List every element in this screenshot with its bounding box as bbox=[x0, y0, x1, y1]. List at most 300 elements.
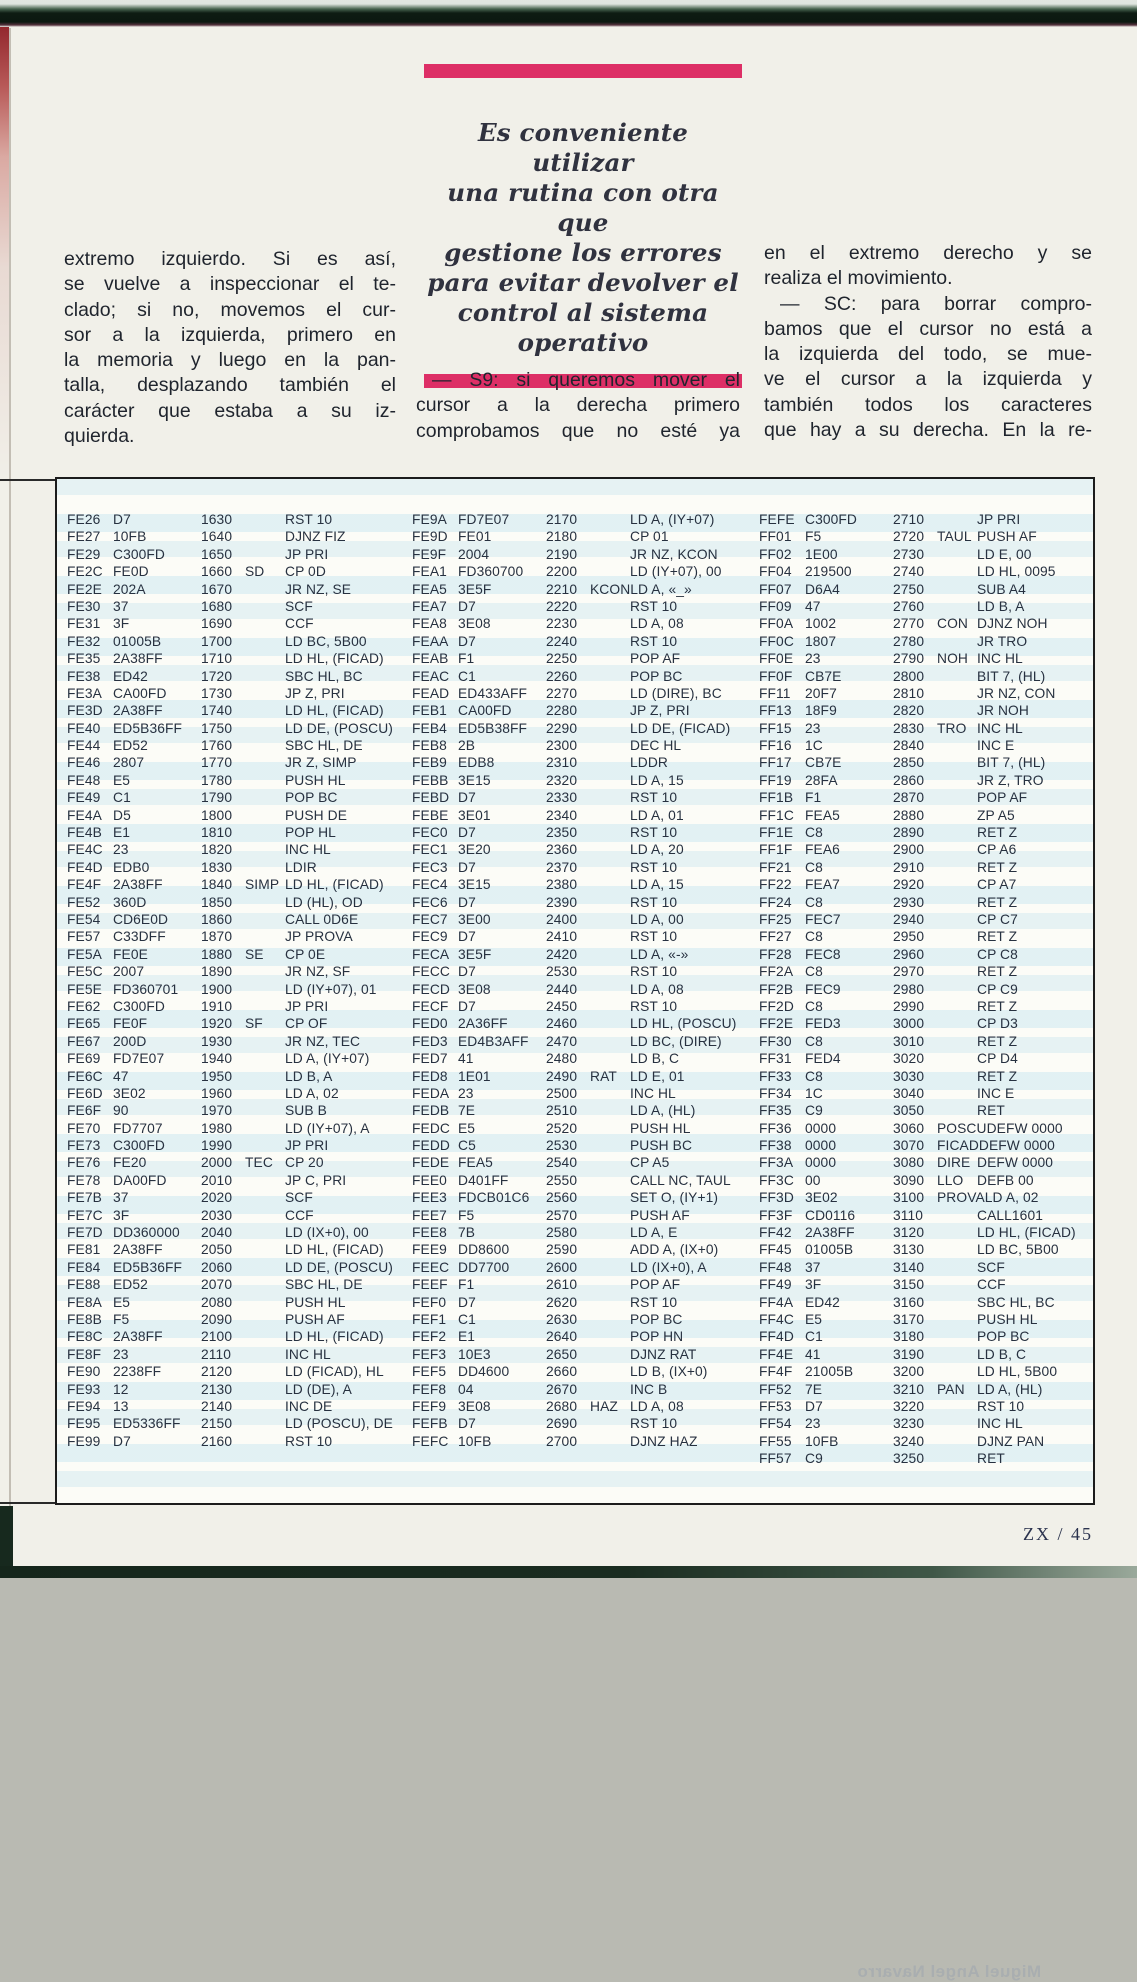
listing-line-number: 2770 bbox=[893, 616, 925, 632]
listing-bytes: ED5B38FF bbox=[458, 720, 528, 736]
listing-row bbox=[67, 616, 409, 633]
listing-line-number: 2060 bbox=[201, 1259, 233, 1275]
listing-address: FECF bbox=[412, 998, 449, 1014]
listing-instruction: JR NOH bbox=[977, 703, 1029, 719]
listing-address: FF16 bbox=[759, 738, 792, 754]
listing-address: FE94 bbox=[67, 1398, 101, 1414]
listing-row bbox=[759, 912, 1091, 929]
listing-bytes: 13 bbox=[113, 1398, 129, 1414]
listing-instruction: LD HL, (POSCU) bbox=[630, 1016, 737, 1032]
listing-line-number: 3100 bbox=[893, 1190, 925, 1206]
body-text-line: que hay a su derecha. En la re- bbox=[764, 419, 1092, 442]
listing-address: FF45 bbox=[759, 1242, 792, 1258]
listing-line-number: 2570 bbox=[546, 1207, 578, 1223]
listing-address: FE4F bbox=[67, 877, 102, 893]
listing-address: FEF0 bbox=[412, 1294, 447, 1310]
listing-bytes: FE0F bbox=[113, 1016, 148, 1032]
listing-bytes: 12 bbox=[113, 1381, 129, 1397]
listing-address: FE7B bbox=[67, 1190, 102, 1206]
listing-instruction: CP D3 bbox=[977, 1016, 1018, 1032]
listing-address: FEA5 bbox=[412, 581, 447, 597]
listing-instruction: SBC HL, DE bbox=[285, 738, 363, 754]
listing-instruction: LD B, A bbox=[285, 1068, 333, 1084]
listing-instruction: SUB B bbox=[285, 1103, 327, 1119]
listing-address: FEE0 bbox=[412, 1172, 447, 1188]
listing-line-number: 2140 bbox=[201, 1398, 233, 1414]
listing-bytes: 10FB bbox=[805, 1433, 839, 1449]
listing-bytes: C8 bbox=[805, 859, 823, 875]
listing-row bbox=[412, 755, 754, 772]
listing-line-number: 1790 bbox=[201, 790, 233, 806]
listing-row bbox=[759, 634, 1091, 651]
listing-row bbox=[67, 773, 409, 790]
listing-line-number: 3110 bbox=[893, 1207, 924, 1223]
listing-instruction: LD B, C bbox=[630, 1051, 680, 1067]
listing-instruction: SCF bbox=[977, 1259, 1005, 1275]
listing-bytes: DD7700 bbox=[458, 1259, 510, 1275]
listing-row bbox=[759, 1155, 1091, 1172]
listing-row bbox=[759, 964, 1091, 981]
listing-bytes: 0000 bbox=[805, 1138, 837, 1154]
listing-line-number: 2420 bbox=[546, 946, 578, 962]
listing-address: FE5E bbox=[67, 981, 102, 997]
listing-bytes: FE01 bbox=[458, 529, 492, 545]
listing-column-3 bbox=[759, 512, 1091, 1468]
listing-bytes: C9 bbox=[805, 1103, 823, 1119]
listing-address: FF19 bbox=[759, 772, 792, 788]
listing-row bbox=[67, 1364, 409, 1381]
listing-line-number: 2310 bbox=[546, 755, 578, 771]
listing-address: FE69 bbox=[67, 1051, 101, 1067]
listing-line-number: 1650 bbox=[201, 546, 233, 562]
listing-row bbox=[412, 947, 754, 964]
listing-address: FE84 bbox=[67, 1259, 101, 1275]
listing-address: FF30 bbox=[759, 1033, 792, 1049]
listing-bytes: 200D bbox=[113, 1033, 147, 1049]
listing-instruction: LD A, 02 bbox=[285, 1085, 339, 1101]
listing-row bbox=[412, 599, 754, 616]
listing-bytes: FD360701 bbox=[113, 981, 179, 997]
listing-bytes: D7 bbox=[458, 894, 476, 910]
listing-address: FE4C bbox=[67, 842, 103, 858]
listing-line-number: 2540 bbox=[546, 1155, 578, 1171]
listing-address: FF0F bbox=[759, 668, 793, 684]
listing-label: DIRE bbox=[937, 1155, 971, 1171]
listing-line-number: 2340 bbox=[546, 807, 578, 823]
listing-row bbox=[412, 651, 754, 668]
listing-instruction: LD HL, (FICAD) bbox=[285, 1329, 384, 1345]
listing-bytes: FEA6 bbox=[805, 842, 840, 858]
listing-instruction: LD (IX+0), 00 bbox=[285, 1225, 369, 1241]
listing-address: FE93 bbox=[67, 1381, 101, 1397]
listing-instruction: CP 01 bbox=[630, 529, 669, 545]
listing-address: FEEF bbox=[412, 1277, 448, 1293]
listing-instruction: LD A, «_» bbox=[630, 581, 692, 597]
listing-line-number: 2030 bbox=[201, 1207, 233, 1223]
listing-line-number: 3080 bbox=[893, 1155, 925, 1171]
listing-bytes: ED42 bbox=[805, 1294, 840, 1310]
listing-address: FE8C bbox=[67, 1329, 103, 1345]
listing-row bbox=[67, 547, 409, 564]
listing-bytes: FEA7 bbox=[805, 877, 840, 893]
body-text-line: la memoria y luego en la pan- bbox=[64, 349, 396, 372]
page-left-edge-tint bbox=[0, 27, 9, 487]
listing-border-extension-top bbox=[0, 479, 56, 481]
listing-label: TEC bbox=[245, 1155, 273, 1171]
listing-bytes: C1 bbox=[458, 1311, 476, 1327]
listing-line-number: 2450 bbox=[546, 998, 578, 1014]
listing-row bbox=[67, 1295, 409, 1312]
listing-instruction: POP BC bbox=[285, 790, 338, 806]
listing-row bbox=[759, 703, 1091, 720]
listing-row bbox=[759, 929, 1091, 946]
listing-bytes: 28FA bbox=[805, 772, 838, 788]
listing-address: FE5A bbox=[67, 946, 102, 962]
listing-instruction: JP C, PRI bbox=[285, 1172, 347, 1188]
listing-bytes: 37 bbox=[805, 1259, 821, 1275]
listing-instruction: LD HL, (FICAD) bbox=[285, 877, 384, 893]
listing-row bbox=[412, 982, 754, 999]
listing-row bbox=[412, 1347, 754, 1364]
listing-row bbox=[759, 669, 1091, 686]
listing-line-number: 2070 bbox=[201, 1277, 233, 1293]
listing-line-number: 1840 bbox=[201, 877, 233, 893]
listing-line-number: 1780 bbox=[201, 772, 233, 788]
listing-bytes: FEA5 bbox=[458, 1155, 493, 1171]
listing-bytes: D5 bbox=[113, 807, 131, 823]
listing-instruction: CP D4 bbox=[977, 1051, 1018, 1067]
listing-instruction: DEFB 00 bbox=[977, 1172, 1034, 1188]
listing-bytes: DA00FD bbox=[113, 1172, 167, 1188]
listing-address: FF09 bbox=[759, 598, 792, 614]
body-column-left bbox=[64, 247, 396, 449]
listing-instruction: DJNZ HAZ bbox=[630, 1433, 698, 1449]
listing-bytes: C300FD bbox=[113, 1138, 165, 1154]
listing-line-number: 2820 bbox=[893, 703, 925, 719]
listing-bytes: 1E01 bbox=[458, 1068, 491, 1084]
listing-line-number: 2380 bbox=[546, 877, 578, 893]
listing-row bbox=[412, 547, 754, 564]
listing-address: FF4D bbox=[759, 1329, 794, 1345]
listing-address: FEF5 bbox=[412, 1364, 447, 1380]
listing-line-number: 2900 bbox=[893, 842, 925, 858]
listing-bytes: 7E bbox=[805, 1381, 823, 1397]
listing-address: FEF8 bbox=[412, 1381, 447, 1397]
listing-bytes: FDCB01C6 bbox=[458, 1190, 530, 1206]
listing-address: FE4B bbox=[67, 825, 102, 841]
listing-bytes: E5 bbox=[805, 1311, 823, 1327]
listing-line-number: 2970 bbox=[893, 964, 925, 980]
listing-address: FE67 bbox=[67, 1033, 101, 1049]
listing-instruction: LD HL, (FICAD) bbox=[977, 1225, 1076, 1241]
listing-line-number: 2510 bbox=[546, 1103, 578, 1119]
listing-bytes: F1 bbox=[458, 651, 475, 667]
listing-address: FF1B bbox=[759, 790, 794, 806]
listing-address: FE44 bbox=[67, 738, 101, 754]
listing-address: FE49 bbox=[67, 790, 101, 806]
listing-line-number: 3130 bbox=[893, 1242, 925, 1258]
listing-line-number: 2550 bbox=[546, 1172, 578, 1188]
listing-line-number: 2760 bbox=[893, 598, 925, 614]
listing-instruction: INC HL bbox=[977, 720, 1023, 736]
listing-bytes: C8 bbox=[805, 998, 823, 1014]
listing-address: FE52 bbox=[67, 894, 101, 910]
listing-line-number: 3220 bbox=[893, 1398, 925, 1414]
body-text-line: en el extremo derecho y se bbox=[764, 242, 1092, 264]
listing-bytes: 10E3 bbox=[458, 1346, 491, 1362]
listing-line-number: 2480 bbox=[546, 1051, 578, 1067]
listing-address: FF0A bbox=[759, 616, 794, 632]
listing-instruction: CP OF bbox=[285, 1016, 328, 1032]
listing-address: FF2A bbox=[759, 964, 794, 980]
listing-address: FEA7 bbox=[412, 598, 447, 614]
listing-row bbox=[759, 1295, 1091, 1312]
listing-bytes: D7 bbox=[458, 998, 476, 1014]
listing-row bbox=[759, 1277, 1091, 1294]
listing-row bbox=[67, 808, 409, 825]
listing-line-number: 2710 bbox=[893, 512, 925, 527]
pull-quote-line: control al sistema bbox=[457, 298, 709, 327]
listing-instruction: LD A, 08 bbox=[630, 981, 684, 997]
listing-instruction: RET bbox=[977, 1451, 1005, 1467]
listing-row bbox=[67, 1190, 409, 1207]
listing-row bbox=[759, 686, 1091, 703]
listing-line-number: 2100 bbox=[201, 1329, 233, 1345]
listing-bytes: 3E5F bbox=[458, 581, 492, 597]
listing-instruction: LD (POSCU), DE bbox=[285, 1416, 393, 1432]
listing-line-number: 1830 bbox=[201, 859, 233, 875]
listing-address: FED0 bbox=[412, 1016, 448, 1032]
listing-row bbox=[759, 1173, 1091, 1190]
pull-quote-line: una rutina con otra que bbox=[447, 178, 719, 237]
listing-line-number: 1660 bbox=[201, 564, 233, 580]
listing-line-number: 1640 bbox=[201, 529, 233, 545]
listing-bytes: C1 bbox=[805, 1329, 823, 1345]
listing-address: FF21 bbox=[759, 859, 792, 875]
listing-instruction: RET Z bbox=[977, 825, 1018, 841]
listing-line-number: 3060 bbox=[893, 1120, 925, 1136]
listing-label: POSCU bbox=[937, 1120, 987, 1136]
listing-address: FE27 bbox=[67, 529, 101, 545]
listing-row bbox=[67, 1382, 409, 1399]
listing-instruction: RST 10 bbox=[630, 633, 678, 649]
listing-row bbox=[759, 651, 1091, 668]
listing-line-number: 2370 bbox=[546, 859, 578, 875]
listing-address: FEF3 bbox=[412, 1346, 447, 1362]
listing-instruction: PUSH AF bbox=[285, 1311, 345, 1327]
listing-row bbox=[759, 1347, 1091, 1364]
listing-line-number: 1960 bbox=[201, 1085, 233, 1101]
listing-bytes: FD360700 bbox=[458, 564, 524, 580]
listing-instruction: LD DE, (POSCU) bbox=[285, 1259, 393, 1275]
listing-bytes: ED52 bbox=[113, 738, 148, 754]
listing-instruction: RST 10 bbox=[630, 1294, 678, 1310]
listing-row bbox=[759, 1434, 1091, 1451]
listing-bytes: 219500 bbox=[805, 564, 852, 580]
listing-instruction: LD A, 01 bbox=[630, 807, 684, 823]
listing-bytes: C8 bbox=[805, 825, 823, 841]
listing-instruction: DEC HL bbox=[630, 738, 682, 754]
listing-row bbox=[412, 1103, 754, 1120]
listing-line-number: 1770 bbox=[201, 755, 233, 771]
listing-bytes: C9 bbox=[805, 1451, 823, 1467]
listing-bytes: D7 bbox=[458, 859, 476, 875]
listing-address: FF1F bbox=[759, 842, 793, 858]
listing-row bbox=[412, 825, 754, 842]
listing-line-number: 2740 bbox=[893, 564, 925, 580]
listing-address: FEA1 bbox=[412, 564, 447, 580]
listing-line-number: 1670 bbox=[201, 581, 233, 597]
listing-instruction: BIT 7, (HL) bbox=[977, 755, 1046, 771]
listing-line-number: 2530 bbox=[546, 1138, 578, 1154]
listing-bytes: C5 bbox=[458, 1138, 476, 1154]
listing-line-number: 2940 bbox=[893, 911, 925, 927]
listing-bytes: C8 bbox=[805, 964, 823, 980]
listing-row bbox=[759, 755, 1091, 772]
listing-line-number: 1980 bbox=[201, 1120, 233, 1136]
listing-instruction: LD (IY+07), 01 bbox=[285, 981, 377, 997]
listing-address: FEC9 bbox=[412, 929, 448, 945]
listing-line-number: 2290 bbox=[546, 720, 578, 736]
listing-instruction: POP BC bbox=[977, 1329, 1030, 1345]
listing-address: FF34 bbox=[759, 1085, 792, 1101]
listing-bytes: 3E02 bbox=[113, 1085, 146, 1101]
listing-bytes: 2A38FF bbox=[805, 1225, 855, 1241]
listing-instruction: JP Z, PRI bbox=[285, 685, 345, 701]
listing-address: FE9D bbox=[412, 529, 448, 545]
listing-line-number: 2360 bbox=[546, 842, 578, 858]
listing-bytes: FD7E07 bbox=[113, 1051, 165, 1067]
listing-row bbox=[759, 877, 1091, 894]
listing-line-number: 1930 bbox=[201, 1033, 233, 1049]
listing-address: FF31 bbox=[759, 1051, 792, 1067]
listing-address: FEF9 bbox=[412, 1398, 447, 1414]
listing-bytes: 3F bbox=[805, 1277, 822, 1293]
listing-bytes: CA00FD bbox=[458, 703, 512, 719]
listing-row bbox=[412, 721, 754, 738]
listing-address: FEB9 bbox=[412, 755, 447, 771]
listing-address: FE57 bbox=[67, 929, 101, 945]
listing-bytes: CB7E bbox=[805, 668, 842, 684]
listing-line-number: 1950 bbox=[201, 1068, 233, 1084]
listing-line-number: 2390 bbox=[546, 894, 578, 910]
listing-instruction: LD (DIRE), BC bbox=[630, 685, 722, 701]
listing-row bbox=[412, 1086, 754, 1103]
listing-row bbox=[67, 1034, 409, 1051]
listing-line-number: 3020 bbox=[893, 1051, 925, 1067]
listing-line-number: 2280 bbox=[546, 703, 578, 719]
body-text-line: carácter que estaba a su iz- bbox=[64, 399, 396, 422]
listing-instruction: RET bbox=[977, 1103, 1005, 1119]
listing-bytes: C1 bbox=[458, 668, 476, 684]
listing-address: FE4D bbox=[67, 859, 103, 875]
listing-bytes: 2A38FF bbox=[113, 877, 163, 893]
listing-bytes: 1E00 bbox=[805, 546, 838, 562]
listing-instruction: LD HL, (FICAD) bbox=[285, 651, 384, 667]
listing-row bbox=[412, 808, 754, 825]
body-text-line: quierda. bbox=[64, 425, 135, 448]
listing-address: FF28 bbox=[759, 946, 792, 962]
listing-bytes: C8 bbox=[805, 1068, 823, 1084]
listing-instruction: LD E, 01 bbox=[630, 1068, 685, 1084]
listing-bytes: 37 bbox=[113, 598, 129, 614]
listing-line-number: 2250 bbox=[546, 651, 578, 667]
listing-instruction: INC DE bbox=[285, 1398, 333, 1414]
listing-bytes: D7 bbox=[458, 790, 476, 806]
listing-label: SD bbox=[245, 564, 265, 580]
listing-bytes: E5 bbox=[113, 1294, 131, 1310]
listing-address: FE31 bbox=[67, 616, 101, 632]
listing-line-number: 2330 bbox=[546, 790, 578, 806]
pull-quote-text bbox=[424, 118, 742, 358]
pull-quote-line: para evitar devolver el bbox=[427, 268, 739, 297]
bleedthrough-author-text: Miguel Angel Navarro bbox=[856, 1962, 1041, 1981]
listing-row bbox=[67, 1155, 409, 1172]
listing-address: FF3A bbox=[759, 1155, 794, 1171]
listing-instruction: CP A6 bbox=[977, 842, 1017, 858]
listing-line-number: 3180 bbox=[893, 1329, 925, 1345]
listing-bytes: D7 bbox=[458, 929, 476, 945]
listing-instruction: LD HL, (FICAD) bbox=[285, 1242, 384, 1258]
listing-line-number: 1630 bbox=[201, 512, 233, 527]
listing-address: FEAB bbox=[412, 651, 449, 667]
listing-row bbox=[759, 582, 1091, 599]
listing-bytes: 2007 bbox=[113, 964, 145, 980]
listing-row bbox=[67, 721, 409, 738]
listing-address: FE6C bbox=[67, 1068, 103, 1084]
listing-bytes: D7 bbox=[458, 598, 476, 614]
listing-label: KCON bbox=[590, 581, 631, 597]
listing-row bbox=[759, 1208, 1091, 1225]
listing-line-number: 2300 bbox=[546, 738, 578, 754]
listing-label: SF bbox=[245, 1016, 263, 1032]
listing-bytes: D7 bbox=[458, 633, 476, 649]
listing-bytes: D7 bbox=[113, 512, 131, 527]
listing-instruction: LD (HL), OD bbox=[285, 894, 363, 910]
listing-row bbox=[67, 1051, 409, 1068]
listing-instruction: PUSH AF bbox=[977, 529, 1037, 545]
listing-instruction: LDIR bbox=[285, 859, 317, 875]
listing-line-number: 2210 bbox=[546, 581, 578, 597]
listing-bytes: 3F bbox=[113, 616, 130, 632]
listing-bytes: 2A38FF bbox=[113, 703, 163, 719]
listing-address: FEC0 bbox=[412, 825, 448, 841]
listing-line-number: 2230 bbox=[546, 616, 578, 632]
listing-row bbox=[67, 1103, 409, 1120]
listing-bytes: D7 bbox=[458, 1294, 476, 1310]
listing-instruction: DJNZ PAN bbox=[977, 1433, 1045, 1449]
listing-address: FF3D bbox=[759, 1190, 794, 1206]
listing-bytes: 2004 bbox=[458, 546, 490, 562]
listing-row bbox=[67, 982, 409, 999]
listing-instruction: JP Z, PRI bbox=[630, 703, 690, 719]
listing-row bbox=[412, 1034, 754, 1051]
listing-instruction: RST 10 bbox=[285, 512, 333, 527]
listing-address: FEEC bbox=[412, 1259, 450, 1275]
listing-row bbox=[759, 1382, 1091, 1399]
listing-instruction: JR NZ, SE bbox=[285, 581, 352, 597]
listing-row bbox=[67, 1329, 409, 1346]
listing-line-number: 2200 bbox=[546, 564, 578, 580]
listing-instruction: RET Z bbox=[977, 964, 1018, 980]
listing-bytes: FD7707 bbox=[113, 1120, 163, 1136]
listing-row bbox=[67, 1312, 409, 1329]
listing-instruction: RET Z bbox=[977, 859, 1018, 875]
listing-row bbox=[412, 1225, 754, 1242]
listing-bytes: FEC9 bbox=[805, 981, 841, 997]
listing-instruction: INC HL bbox=[630, 1085, 676, 1101]
listing-row bbox=[67, 1399, 409, 1416]
